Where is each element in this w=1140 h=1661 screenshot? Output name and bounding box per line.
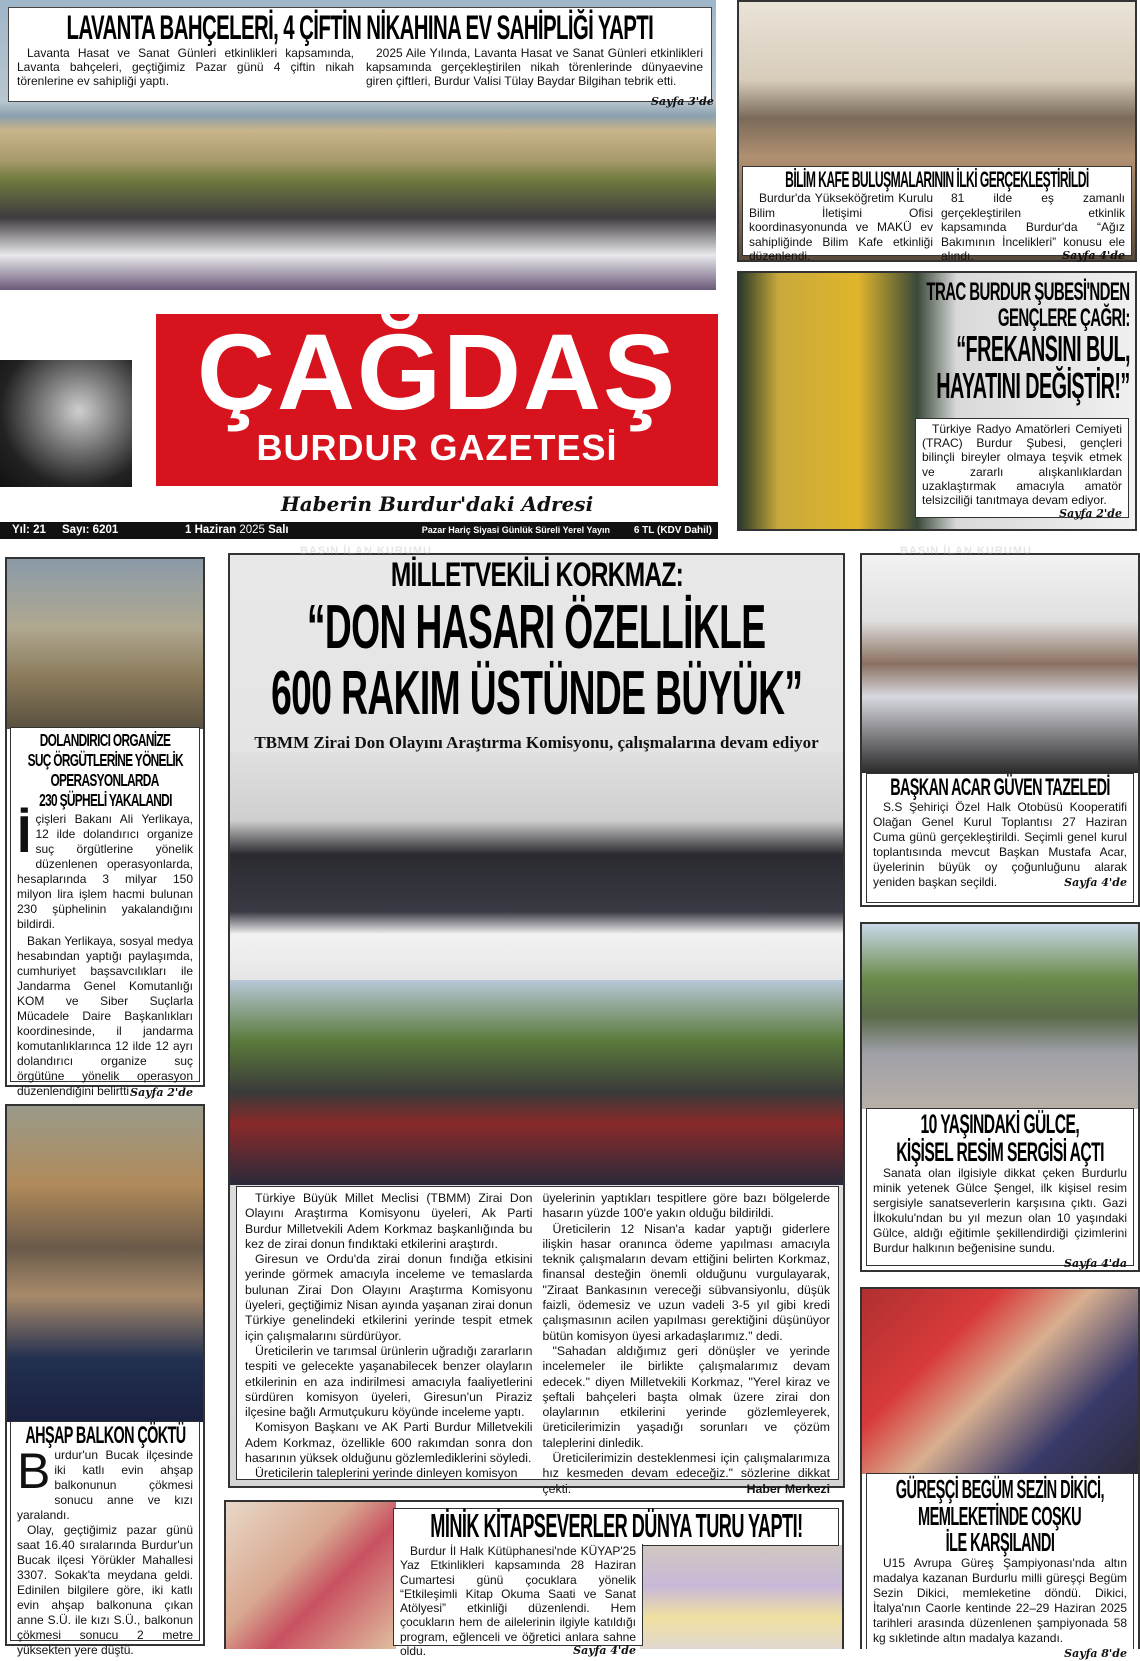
bilim-col1: Burdur'da Yükseköğretim Kurulu Bilim İletişimi Ofisi koordinasyonunda ve MAKÜ ev sahipliğinde Bilim Kafe etkinliği düzenlendi. xyxy=(749,191,933,264)
lavanta-page-ref[interactable]: Sayfa 3'de xyxy=(651,95,714,108)
date-day: 1 Haziran xyxy=(185,524,237,536)
acar-photo[interactable] xyxy=(862,555,1138,773)
acar-headline: BAŞKAN ACAR GÜVEN TAZELEDİ xyxy=(890,774,1110,801)
watermark: BASIN İLAN KURUMU xyxy=(900,545,1032,557)
main-subhead: TBMM Zirai Don Olayını Araştırma Komisyonu, çalışmalarına devam ediyor xyxy=(254,733,819,752)
bilim-page-ref[interactable]: Sayfa 4'de xyxy=(1062,249,1125,263)
bilim-col2: 81 ilde eş zamanlı gerçekleştirilen etkinlik kapsamında Burdur'da “Ağız Bakımının İncelikleri” konusu ele alındı. Sayfa 4'de xyxy=(941,191,1125,264)
main-headline-block: MİLLETVEKİLİ KORKMAZ: “DON HASARI ÖZELLİKLE 600 RAKIM ÜSTÜNDE BÜYÜK” TBMM Zirai Don Olayını Araştırma Komisyonu, çalışmalarına devam ediyor xyxy=(230,555,843,753)
publication-type: Pazar Hariç Siyasi Günlük Süreli Yerel Yayın xyxy=(421,525,610,535)
info-bar xyxy=(0,522,718,539)
begum-story-box: GÜREŞÇİ BEGÜM SEZİN DİKİCİ, MEMLEKETİNDE COŞKU İLE KARŞILANDI U15 Avrupa Güreş Şampiyonası'nda altın madalya kazanan Burdurlu milli güreşçi Begüm Sezin Dikici, memleketine döndü. Dikici, İtalya'nın Caorle kentinde 22–29 Haziran 2025 tarihleri arasında düzenlenen şampiyonada 58 kg sıkletinde altın madalya kazandı. Sayfa 8'de xyxy=(866,1473,1134,1649)
masthead-logo[interactable]: ÇAĞDAŞ BURDUR GAZETESİ xyxy=(156,314,718,486)
dolandirici-story-box: DOLANDIRICI ORGANİZE SUÇ ÖRGÜTLERİNE YÖNELİK OPERASYONLARDA 230 ŞÜPHELİ YAKALANDI İçişleri Bakanı Ali Yerlikaya, 12 ilde dolandırıcı organize suç örgütlerine yönelik düzenlenen operasyonlarda, hesaplarında 3 milyar 150 milyon lira işlem hacmi bulunan 230 şüphelinin yakalandığını bildirdi. Bakan Yerlikaya, sosyal medya hesabından yaptığı paylaşımda, cumhuriyet başsavcılıkları ile Jandarma Genel Komutanlığı KOM ve Siber Suçlarla Mücadele Daire Başkanlıkları koordinesinde, il jandarma komutanlıklarınca 12 ilde 12 ayrı dolandırıcı organize suç örgütüne yönelik operasyon düzenlendiğini belirtti. Sayfa 2'de xyxy=(10,727,200,1082)
main-col1: Türkiye Büyük Millet Meclisi (TBMM) Zirai Don Olayını Araştırma Komisyonu üyeleri, Ak Parti Burdur Milletvekili Adem Korkmaz başkanlığında bu kez de zirai donun fındıktaki etkilerini araştırdı. Giresun ve Ordu'da zirai donun fındığa etkisini yerinde görmek amacıyla inceleme ve temaslarda bulunan Zirai Don Olayını Araştırma Komisyonu üyeleri, geçtiğimiz Nisan ayında yaşanan zirai donun Türkiye genelindeki etkilerini yerinde tespit etmek için çalışmalarını sürdürüyor. Üreticilerin ve tarımsal ürünlerin uğradığı zararların tespiti ve gelecekte yaşanabilecek benzer olayların etkilerinin en aza indirilmesi amacıyla faaliyetlerini sürdüren komisyon üyeleri, Giresun'un Piraziz ilçesine bağlı Armutçukuru köyünde inceleme yaptı. Komisyon Başkanı ve AK Parti Burdur Milletvekili Adem Korkmaz, özellikle 600 rakımdan sonra don hasarının yüksek olduğunu gözlemlediklerini söyledi. Üreticilerin taleplerini yerinde dinleyen komisyon xyxy=(245,1191,533,1481)
main-col2: üyelerinin yaptıkları tespitlere göre bazı bölgelerde hasarın yüzde 100'e yakın olduğu bildirildi. Üreticilerin 12 Nisan'a kadar yaptığı giderlere ilişkin hasar oranınca ödeme yapılması amacıyla teknik çalışmaların devam ettiğini belirten Korkmaz, finansal desteğin önemli olduğunu vurgulayarak, "Ziraat Bankasının vereceği sübvansiyonlu, düşük faizli, ödemesiz ve uzun vadeli 3-5 yıl gibi kredi çalışmasının acilen yapılması gerektiğini düşünüyor bütün komisyon üyesi arkadaşlarımız." dedi. "Sahadan aldığımız geri dönüşler ve yerinde incelemeler ile birlikte çalışmalarımız devam edecek." diyen Milletvekili Korkmaz, "Yerel kiraz ve şeftali bahçeleri başta olmak üzere zirai don olaylarının etkilerini yerinde gözlemleyerek, üreticilerimizin yaşadığı sorunları ve çözüm taleplerini dinledik. Üreticilerimizin desteklenmesi için çalışmalarımıza hız kesmeden devam edeceğiz." sözlerine dikkat çekti. Haber Merkezi xyxy=(542,1191,830,1496)
lavanta-col1: Lavanta Hasat ve Sanat Günleri etkinlikleri kapsamında, Lavanta bahçeleri, geçtiğimiz Pazar günü 4 çiftin nikah törenlerine ev sahipliği yaptı. xyxy=(17,45,354,88)
trac-kicker: TRAC BURDUR ŞUBESİ'NDEN xyxy=(926,278,1130,306)
masthead-tagline: Haberin Burdur'daki Adresi xyxy=(280,492,594,516)
acar-story-box: BAŞKAN ACAR GÜVEN TAZELEDİ S.S Şehiriçi Özel Halk Otobüsü Kooperatifi Olağan Genel Kurul Toplantısı 27 Haziran Cuma günü gerçekleştirildi. Seçimli genel kurul toplantısında mevcut Başkan Mustafa Acar, üyelerinin büyük oy çoğunluğunu alarak yeniden başkan seçildi. Sayfa 4'de xyxy=(866,773,1134,903)
price: 6 TL (KDV Dahil) xyxy=(633,525,712,536)
minik-story-box xyxy=(393,1508,839,1546)
trac-headline-block: TRAC BURDUR ŞUBESİ'NDEN GENÇLERE ÇAĞRI: “FREKANSINI BUL, HAYATINI DEĞİŞTİR!” xyxy=(868,280,1130,404)
bilim-story-box xyxy=(742,166,1132,264)
main-kicker: MİLLETVEKİLİ KORKMAZ: xyxy=(390,556,683,594)
trac-story-box: Türkiye Radyo Amatörleri Cemiyeti (TRAC) Burdur Şubesi, gençleri bilinçli bireyler olmaya teşvik etmek ve zararlı alışkanlıklardan uzaklaştırmak amacıyla amatör telsizciliği tanıtmaya devam ediyor. Sayfa 2'de xyxy=(915,418,1129,518)
trac-headline: “FREKANSINI BUL, xyxy=(956,328,1130,369)
dropcap: B xyxy=(17,1443,51,1500)
lavanta-headline: LAVANTA BAHÇELERİ, 4 ÇİFTİN NİKAHINA EV SAHİPLİĞİ YAPTI xyxy=(66,9,654,47)
minik-page-ref[interactable]: Sayfa 4'de xyxy=(573,1644,636,1658)
trac-page-ref[interactable]: Sayfa 2'de xyxy=(1059,507,1122,521)
minik-photo-left[interactable] xyxy=(226,1502,396,1649)
lavanta-story-box xyxy=(8,7,712,102)
main-photo-field[interactable] xyxy=(230,980,843,1185)
year: Yıl: 21 xyxy=(12,524,46,536)
dolandirici-photo[interactable] xyxy=(7,559,203,729)
watermark: BASIN İLAN KURUMU xyxy=(300,545,432,557)
acar-page-ref[interactable]: Sayfa 4'de xyxy=(1064,876,1127,890)
main-body-box xyxy=(236,1186,839,1496)
main-photo-commission[interactable] xyxy=(230,752,843,980)
begum-headline: GÜREŞÇİ BEGÜM SEZİN DİKİCİ, xyxy=(895,1474,1105,1504)
gulce-story-box: 10 YAŞINDAKİ GÜLCE, KİŞİSEL RESİM SERGİSİ AÇTI Sanata olan ilgisiyle dikkat çeken Burdurlu minik yetenek Gülce Şengel, ilk kişisel resim sergisiyle sanatseverlerin karşısına çıktı. Gazi İlkokulu'ndan bu yıl mezun olan 10 yaşındaki Gülce, aldığı eğitimle şekillendirdiği çizimlerini Burdur halkının beğenisine sundu. Sayfa 4'da xyxy=(866,1108,1134,1266)
bilim-headline: BİLİM KAFE BULUŞMALARININ İLKİ GERÇEKLEŞTİRİLDİ xyxy=(785,167,1089,192)
date: 1 Haziran 2025 Salı xyxy=(185,524,289,536)
minik-headline: MİNİK KİTAPSEVERLER DÜNYA TURU YAPTI! xyxy=(429,1507,803,1544)
balkon-story-box: AHŞAP BALKON ÇÖKTÜ Burdur'un Bucak ilçesinde iki katlı evin ahşap balkonunun çökmesi sonucu anne ve kızı yaralandı. Olay, geçtiğimiz pazar günü saat 16.40 sıralarında Burdur'un Bucak ilçesi Yörükler Mahallesi 3307. Sokak'ta meydana geldi. Edinilen bilgilere göre, iki katlı evin ahşap balkonuna çıkan anne S.Ü. ile kızı S.Ü., balkonun çökmesi sonucu 2 metre yüksekten yere düştü. xyxy=(10,1421,200,1641)
ataturk-portrait xyxy=(0,360,132,487)
dolandirici-page-ref[interactable]: Sayfa 2'de xyxy=(130,1086,193,1099)
balkon-headline: AHŞAP BALKON ÇÖKTÜ xyxy=(24,1422,186,1449)
issue: Sayı: 6201 xyxy=(62,524,119,536)
balkon-photo[interactable] xyxy=(7,1106,203,1422)
gulce-page-ref[interactable]: Sayfa 4'da xyxy=(1064,1257,1127,1271)
begum-photo[interactable] xyxy=(862,1289,1138,1474)
minik-photo-right[interactable] xyxy=(640,1545,842,1649)
lavanta-col2: 2025 Aile Yılında, Lavanta Hasat ve Sanat Günleri etkinlikleri kapsamında gerçekleştirilen nikah törenlerinde dünyaevine giren çiftleri, Burdur Valisi Tülay Baydar Bilgihan tebrik etti. xyxy=(366,45,703,88)
dropcap: İ xyxy=(17,806,32,864)
dolandirici-headline: 230 ŞÜPHELİ YAKALANDI xyxy=(38,790,172,810)
main-headline: “DON HASARI ÖZELLİKLE xyxy=(307,593,766,662)
gulce-headline: 10 YAŞINDAKİ GÜLCE, xyxy=(920,1109,1080,1139)
gulce-photo[interactable] xyxy=(862,924,1138,1109)
begum-page-ref[interactable]: Sayfa 8'de xyxy=(1064,1646,1127,1660)
byline: Haber Merkezi xyxy=(746,1481,830,1496)
